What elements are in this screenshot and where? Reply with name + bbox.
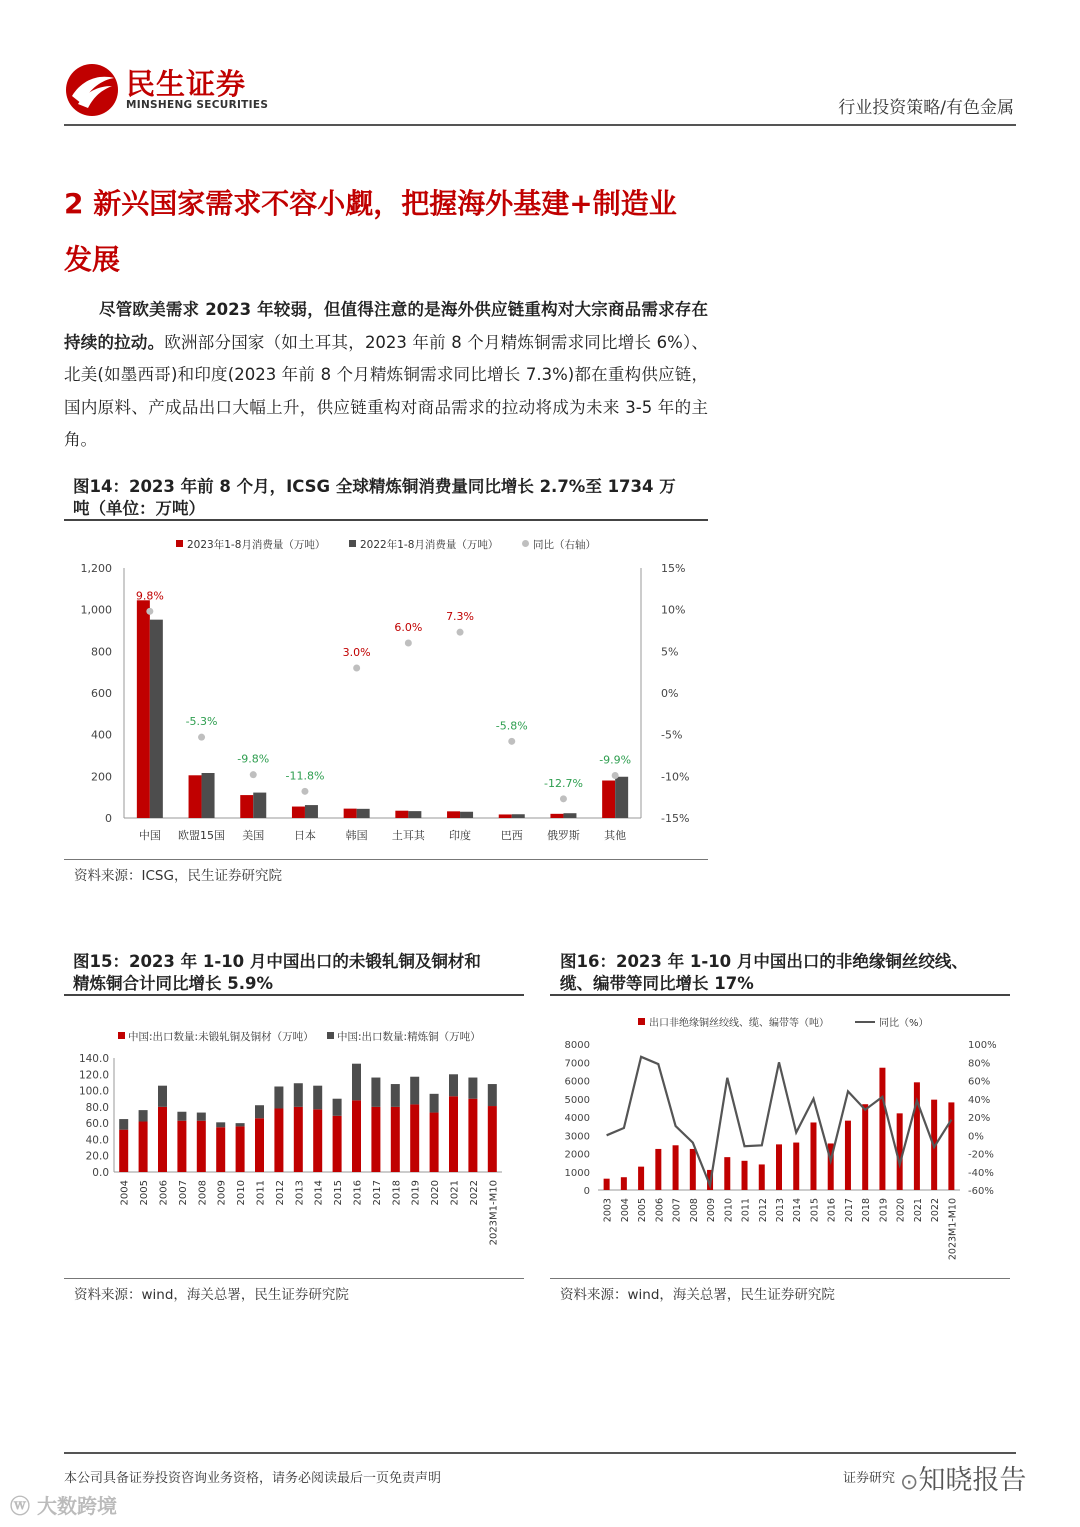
fig14-data-label: -9.8% bbox=[237, 752, 270, 766]
fig16-category-label: 2019 bbox=[878, 1198, 890, 1223]
fig16-ytick-label: 2000 bbox=[564, 1149, 590, 1161]
fig14-bar-2022 bbox=[150, 620, 163, 818]
footer-divider bbox=[64, 1452, 1016, 1454]
fig14-category-label: 韩国 bbox=[345, 829, 368, 842]
fig16-y2tick-label: 20% bbox=[968, 1113, 991, 1124]
fig14-category-label: 土耳其 bbox=[391, 829, 425, 842]
fig14-category-label: 巴西 bbox=[500, 829, 523, 842]
fig14-data-label: -9.9% bbox=[599, 753, 632, 767]
fig16-category-label: 2007 bbox=[671, 1198, 683, 1223]
fig15-ytick-label: 0.0 bbox=[92, 1167, 109, 1179]
watermark-left bbox=[10, 1490, 117, 1519]
fig14-bar-2023 bbox=[292, 807, 305, 818]
fig16-ytick-label: 8000 bbox=[564, 1040, 590, 1051]
fig14-data-label: -11.8% bbox=[285, 769, 325, 783]
fig16-category-label: 2008 bbox=[688, 1198, 700, 1223]
fig15-bar-refined-copper bbox=[488, 1084, 497, 1106]
weibo-icon: ⓦ bbox=[10, 1494, 37, 1518]
fig16-bar-export bbox=[776, 1144, 782, 1190]
fig15-legend-label-0: 中国:出口数量:未锻轧铜及铜材（万吨） bbox=[128, 1031, 314, 1043]
fig14-legend-swatch-1 bbox=[349, 540, 356, 547]
fig15-bar-refined-copper bbox=[216, 1122, 225, 1127]
report-category: 行业投资策略/有色金属 bbox=[838, 98, 1014, 118]
fig15-bar-copper-products bbox=[119, 1130, 128, 1172]
fig16-chart bbox=[550, 1000, 1010, 1275]
fig16-ytick-label: 4000 bbox=[564, 1113, 590, 1124]
body-text: 欧洲部分国家（如土耳其，2023 年前 8 个月精炼铜需求同比增长 6%）、北美(如墨西哥)和印度(2023 年前 8 个月精炼铜需求同比增长 7.3%)都在重构供应链，国内原料、产成品出口大幅上升，供应链重构对商品需求的拉动将成为未来 3-5 年的主角。 bbox=[64, 332, 708, 449]
fig16-title-line2: 缆、编带等同比增长 17% bbox=[560, 974, 754, 993]
fig15-category-label: 2017 bbox=[371, 1180, 383, 1206]
fig14-legend-label-1: 2022年1-8月消费量（万吨） bbox=[360, 539, 499, 551]
fig16-y2tick-label: 40% bbox=[968, 1094, 991, 1106]
fig14-data-label: 3.0% bbox=[342, 646, 371, 659]
fig15-category-label: 2023M1-M10 bbox=[488, 1180, 500, 1246]
fig15-ytick-label: 120.0 bbox=[78, 1069, 109, 1082]
fig15-ytick-label: 80.0 bbox=[85, 1101, 109, 1114]
fig14-bar-2023 bbox=[344, 809, 357, 818]
fig15-bar-copper-products bbox=[313, 1109, 322, 1172]
fig15-bar-copper-products bbox=[430, 1113, 439, 1172]
section-title-line2: 发展 bbox=[64, 243, 121, 276]
fig15-bar-copper-products bbox=[488, 1106, 497, 1172]
fig14-data-label: 7.3% bbox=[446, 610, 475, 624]
fig16-category-label: 2011 bbox=[740, 1198, 752, 1223]
header bbox=[0, 0, 1080, 130]
fig14-bar-2023 bbox=[447, 811, 460, 818]
fig14-yoy-point bbox=[301, 788, 308, 795]
fig14-category-label: 美国 bbox=[242, 829, 265, 842]
fig14-bar-2022 bbox=[408, 811, 421, 818]
fig14-bar-2022 bbox=[512, 814, 525, 818]
fig15-bar-copper-products bbox=[255, 1118, 264, 1172]
fig15-ytick-label: 140.0 bbox=[78, 1053, 109, 1065]
fig14-y2tick-label: 10% bbox=[661, 603, 686, 617]
fig15-bar-copper-products bbox=[274, 1108, 283, 1172]
fig16-bar-export bbox=[673, 1145, 679, 1190]
fig16-y2tick-label: 80% bbox=[968, 1058, 991, 1070]
fig14-ytick-label: 600 bbox=[91, 687, 112, 700]
fig14-y2tick-label: 15% bbox=[661, 562, 686, 575]
logo-chinese-name: 民生证券 bbox=[126, 67, 247, 101]
fig15-category-label: 2022 bbox=[468, 1180, 480, 1206]
fig16-category-label: 2012 bbox=[757, 1198, 769, 1223]
fig15-bar-refined-copper bbox=[333, 1099, 342, 1116]
fig14-title-line2: 吨（单位：万吨） bbox=[73, 499, 205, 518]
fig15-bar-refined-copper bbox=[139, 1110, 148, 1121]
fig14-legend-swatch-2 bbox=[522, 540, 529, 547]
fig14-category-label: 其他 bbox=[604, 829, 627, 842]
fig14-yoy-point bbox=[146, 608, 153, 615]
fig15-category-label: 2015 bbox=[333, 1180, 345, 1206]
fig16-category-label: 2015 bbox=[809, 1198, 821, 1223]
fig15-bottom-rule bbox=[64, 1278, 524, 1279]
fig15-bar-copper-products bbox=[468, 1099, 477, 1172]
fig16-legend-swatch-0 bbox=[638, 1018, 645, 1025]
fig15-title-line2: 精炼铜合计同比增长 5.9% bbox=[73, 974, 274, 993]
fig14-bar-2022 bbox=[460, 812, 473, 818]
fig16-category-label: 2023M1-M10 bbox=[947, 1198, 959, 1261]
fig16-category-label: 2016 bbox=[826, 1198, 838, 1223]
body-paragraph bbox=[64, 294, 708, 457]
fig14-bar-2023 bbox=[395, 811, 408, 818]
fig14-bar-2023 bbox=[550, 814, 563, 818]
fig14-title-line1: 图14：2023 年前 8 个月，ICSG 全球精炼铜消费量同比增长 2.7%至 1734 万 bbox=[73, 477, 676, 496]
fig16-bar-export bbox=[948, 1102, 954, 1190]
fig14-ytick-label: 1,000 bbox=[80, 603, 112, 617]
fig15-title-line1: 图15：2023 年 1-10 月中国出口的未锻轧铜及铜材和 bbox=[73, 952, 481, 971]
fig15-bar-copper-products bbox=[236, 1126, 245, 1172]
fig14-category-label: 印度 bbox=[449, 829, 472, 842]
fig15-ytick-label: 20.0 bbox=[85, 1150, 109, 1163]
fig16-bottom-rule bbox=[550, 1278, 1010, 1279]
fig15-bar-copper-products bbox=[391, 1107, 400, 1172]
fig14-legend-label-2: 同比（右轴） bbox=[533, 539, 596, 551]
fig14-category-label: 欧盟15国 bbox=[178, 829, 226, 842]
fig14-yoy-point bbox=[405, 640, 412, 647]
fig15-bar-refined-copper bbox=[391, 1084, 400, 1107]
fig15-bar-refined-copper bbox=[468, 1078, 477, 1099]
fig16-category-label: 2004 bbox=[619, 1198, 631, 1223]
fig14-yoy-point bbox=[198, 734, 205, 741]
fig16-bar-export bbox=[655, 1149, 661, 1190]
fig14-yoy-point bbox=[353, 665, 360, 672]
fig14-yoy-point bbox=[457, 629, 464, 636]
fig16-top-rule bbox=[550, 994, 1010, 996]
fig15-ytick-label: 40.0 bbox=[85, 1134, 109, 1147]
fig16-y2tick-label: 100% bbox=[968, 1040, 997, 1051]
fig15-bar-refined-copper bbox=[158, 1086, 167, 1107]
fig14-top-rule bbox=[64, 519, 708, 521]
fig15-category-label: 2006 bbox=[158, 1180, 170, 1206]
fig15-bar-copper-products bbox=[352, 1100, 361, 1172]
fig15-bar-copper-products bbox=[177, 1121, 186, 1172]
fig15-bar-copper-products bbox=[410, 1104, 419, 1172]
fig16-bar-export bbox=[862, 1104, 868, 1190]
fig15-chart bbox=[64, 1000, 524, 1275]
fig15-bar-refined-copper bbox=[449, 1074, 458, 1096]
fig15-bar-refined-copper bbox=[197, 1113, 206, 1121]
fig16-ytick-label: 6000 bbox=[564, 1076, 590, 1088]
fig14-bottom-rule bbox=[64, 859, 708, 860]
body-bold-lead: 尽管欧美需求 2023 年较弱，但值得注意的是海外供应链重构对大宗商品需求存在持续的拉动。 bbox=[64, 300, 708, 352]
fig16-y2tick-label: -60% bbox=[968, 1186, 994, 1197]
fig14-bar-2022 bbox=[563, 813, 576, 818]
fig15-title bbox=[73, 951, 533, 995]
fig14-legend-label-0: 2023年1-8月消费量（万吨） bbox=[187, 539, 326, 551]
fig15-bar-refined-copper bbox=[177, 1112, 186, 1121]
fig15-bar-refined-copper bbox=[119, 1119, 128, 1130]
fig15-source: 资料来源：wind，海关总署，民生证券研究院 bbox=[74, 1287, 349, 1303]
header-divider bbox=[64, 124, 1016, 126]
fig15-category-label: 2010 bbox=[236, 1180, 248, 1206]
fig14-data-label: -5.3% bbox=[185, 715, 218, 729]
fig16-bar-export bbox=[845, 1121, 851, 1190]
fig16-bar-export bbox=[621, 1177, 627, 1190]
fig14-y2tick-label: -10% bbox=[661, 770, 690, 784]
fig14-bar-2023 bbox=[602, 781, 615, 819]
fig16-category-label: 2003 bbox=[602, 1198, 614, 1223]
fig15-ytick-label: 60.0 bbox=[85, 1118, 109, 1131]
fig16-legend-label-0: 出口非绝缘铜丝绞线、缆、编带等（吨） bbox=[649, 1018, 829, 1029]
fig16-bar-export bbox=[793, 1143, 799, 1190]
fig16-category-label: 2010 bbox=[723, 1198, 735, 1223]
fig14-yoy-point bbox=[250, 771, 257, 778]
fig16-ytick-label: 1000 bbox=[564, 1167, 590, 1179]
fig16-category-label: 2021 bbox=[912, 1198, 924, 1223]
fig14-ytick-label: 0 bbox=[105, 812, 112, 825]
fig14-bar-2022 bbox=[357, 809, 370, 818]
fig15-bar-copper-products bbox=[449, 1096, 458, 1172]
fig15-bar-copper-products bbox=[216, 1127, 225, 1172]
fig15-bar-refined-copper bbox=[371, 1078, 380, 1107]
fig16-ytick-label: 7000 bbox=[564, 1058, 590, 1070]
fig15-ytick-label: 100.0 bbox=[78, 1085, 109, 1098]
fig14-yoy-point bbox=[612, 772, 619, 779]
fig16-y2tick-label: -20% bbox=[968, 1149, 994, 1161]
fig15-bar-refined-copper bbox=[274, 1087, 283, 1109]
watermark-right-text: 知晓报告 bbox=[918, 1465, 1027, 1496]
fig14-bar-2023 bbox=[499, 814, 512, 818]
fig15-bar-copper-products bbox=[197, 1121, 206, 1172]
fig16-y2tick-label: 0% bbox=[968, 1131, 984, 1143]
fig15-top-rule bbox=[64, 994, 524, 996]
fig15-bar-copper-products bbox=[333, 1116, 342, 1172]
fig14-y2tick-label: -5% bbox=[661, 728, 683, 742]
fig14-data-label: -5.8% bbox=[495, 719, 528, 733]
fig16-title bbox=[560, 951, 1020, 995]
fig16-bar-export bbox=[879, 1068, 885, 1190]
fig15-category-label: 2011 bbox=[255, 1180, 267, 1206]
fig16-source: 资料来源：wind，海关总署，民生证券研究院 bbox=[560, 1287, 835, 1303]
fig16-y2tick-label: 60% bbox=[968, 1076, 991, 1088]
fig16-bar-export bbox=[742, 1161, 748, 1190]
fig15-category-label: 2007 bbox=[177, 1180, 189, 1206]
fig15-category-label: 2014 bbox=[313, 1180, 325, 1206]
fig14-category-label: 中国 bbox=[138, 829, 161, 842]
fig15-category-label: 2008 bbox=[197, 1180, 209, 1206]
fig16-category-label: 2014 bbox=[792, 1198, 804, 1223]
section-title bbox=[64, 176, 1016, 288]
fig16-bar-export bbox=[724, 1157, 730, 1190]
fig16-bar-export bbox=[638, 1167, 644, 1190]
fig14-yoy-point bbox=[508, 738, 515, 745]
fig16-category-label: 2017 bbox=[843, 1198, 855, 1223]
fig15-bar-copper-products bbox=[139, 1122, 148, 1172]
fig16-bar-export bbox=[810, 1122, 816, 1190]
fig15-bar-copper-products bbox=[371, 1107, 380, 1172]
fig15-category-label: 2005 bbox=[139, 1180, 151, 1206]
fig15-bar-copper-products bbox=[158, 1107, 167, 1172]
fig14-bar-2023 bbox=[189, 775, 202, 818]
fig14-source: 资料来源：ICSG，民生证券研究院 bbox=[74, 868, 282, 884]
fig16-category-label: 2005 bbox=[637, 1198, 649, 1223]
fig14-y2tick-label: 5% bbox=[661, 645, 679, 659]
fig14-y2tick-label: -15% bbox=[661, 812, 690, 825]
fig15-bar-refined-copper bbox=[294, 1083, 303, 1107]
fig15-legend-label-1: 中国:出口数量:精炼铜（万吨） bbox=[337, 1031, 481, 1043]
fig16-ytick-label: 0 bbox=[583, 1186, 590, 1197]
fig16-ytick-label: 5000 bbox=[564, 1094, 590, 1106]
fig15-category-label: 2016 bbox=[352, 1180, 364, 1206]
fig14-data-label: 9.8% bbox=[135, 589, 164, 603]
fig16-y2tick-label: -40% bbox=[968, 1167, 994, 1179]
fig14-ytick-label: 800 bbox=[91, 645, 112, 659]
watermark-right bbox=[900, 1458, 1026, 1497]
fig15-category-label: 2013 bbox=[294, 1180, 306, 1206]
fig15-bar-refined-copper bbox=[352, 1064, 361, 1101]
fig14-chart bbox=[64, 526, 708, 856]
section-title-line1: 2 新兴国家需求不容小觑，把握海外基建+制造业 bbox=[64, 187, 677, 220]
fig14-legend-swatch-0 bbox=[176, 540, 183, 547]
fig14-category-label: 日本 bbox=[293, 829, 316, 842]
fig15-bar-refined-copper bbox=[236, 1123, 245, 1126]
fig14-bar-2023 bbox=[240, 795, 253, 818]
fig15-legend-swatch-1 bbox=[327, 1032, 334, 1039]
footer-disclaimer: 本公司具备证券投资咨询业务资格，请务必阅读最后一页免责声明 bbox=[64, 1471, 442, 1486]
fig16-ytick-label: 3000 bbox=[564, 1131, 590, 1143]
fig16-bar-export bbox=[604, 1179, 610, 1190]
fig14-bar-2022 bbox=[202, 773, 215, 818]
fig16-category-label: 2018 bbox=[861, 1198, 873, 1223]
fig14-y2tick-label: 0% bbox=[661, 687, 679, 700]
logo-english-name: MINSHENG SECURITIES bbox=[126, 99, 269, 111]
fig14-yoy-point bbox=[560, 795, 567, 802]
fig14-bar-2023 bbox=[137, 600, 150, 818]
watermark-left-text: 大数跨境 bbox=[36, 1494, 117, 1518]
fig14-bar-2022 bbox=[253, 793, 266, 818]
fig15-category-label: 2019 bbox=[410, 1180, 422, 1206]
fig15-bar-refined-copper bbox=[255, 1105, 264, 1118]
fig16-category-label: 2022 bbox=[930, 1198, 942, 1223]
fig15-bar-refined-copper bbox=[410, 1077, 419, 1105]
fig16-category-label: 2006 bbox=[654, 1198, 666, 1223]
fig15-category-label: 2021 bbox=[449, 1180, 461, 1206]
footer-right-label: 证券研究 bbox=[843, 1471, 896, 1486]
fig14-data-label: -12.7% bbox=[543, 776, 583, 790]
fig16-bar-export bbox=[690, 1149, 696, 1190]
fig15-category-label: 2009 bbox=[216, 1180, 228, 1206]
fig16-title-line1: 图16：2023 年 1-10 月中国出口的非绝缘铜丝绞线、 bbox=[560, 952, 968, 971]
fig14-title bbox=[73, 476, 713, 520]
fig14-ytick-label: 400 bbox=[91, 728, 112, 742]
minsheng-logo-icon bbox=[64, 62, 120, 118]
fig14-data-label: 6.0% bbox=[394, 621, 423, 634]
fig15-bar-copper-products bbox=[294, 1107, 303, 1172]
fig15-bar-refined-copper bbox=[313, 1086, 322, 1110]
fig14-category-label: 俄罗斯 bbox=[546, 829, 580, 842]
fig15-category-label: 2020 bbox=[430, 1180, 442, 1206]
fig14-bar-2022 bbox=[615, 777, 628, 818]
fig15-category-label: 2018 bbox=[391, 1180, 403, 1206]
fig15-category-label: 2004 bbox=[119, 1180, 131, 1206]
fig14-ytick-label: 1,200 bbox=[80, 562, 112, 575]
fig16-bar-export bbox=[759, 1164, 765, 1190]
fig15-category-label: 2012 bbox=[274, 1180, 286, 1206]
fig16-legend-label-1: 同比（%） bbox=[879, 1018, 929, 1029]
fig16-category-label: 2009 bbox=[706, 1198, 718, 1223]
fig15-bar-refined-copper bbox=[430, 1094, 439, 1113]
fig16-category-label: 2020 bbox=[895, 1198, 907, 1223]
fig14-bar-2022 bbox=[305, 805, 318, 818]
wechat-icon: ⊙ bbox=[900, 1470, 919, 1495]
fig15-legend-swatch-0 bbox=[118, 1032, 125, 1039]
fig16-category-label: 2013 bbox=[775, 1198, 786, 1223]
fig14-ytick-label: 200 bbox=[91, 770, 112, 784]
